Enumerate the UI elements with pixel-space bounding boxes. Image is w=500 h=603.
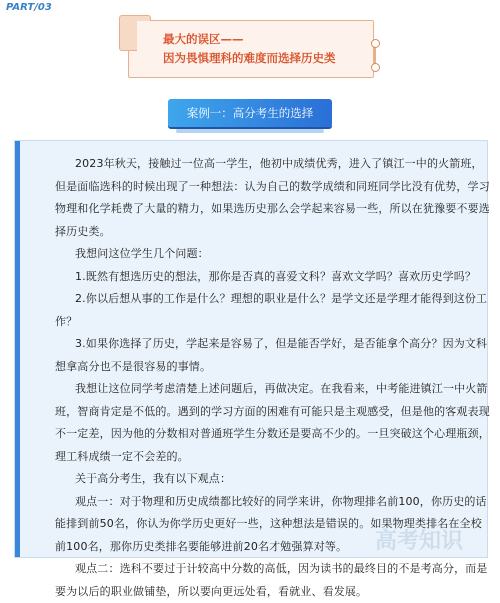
paragraph-view-2: 观点二：选科不要过于计较高中分数的高低，因为读书的最终目的不是考高分，而是要为以后的职业做铺垫，所以要向更远处看，看就业、看发展。 — [55, 562, 488, 598]
paragraph-question-3: 3.如果你选择了历史，学起来是容易了，但是能否学好，是否能拿个高分？因为文科想拿高分也不是很容易的事情。 — [55, 337, 488, 373]
title-card-inner — [137, 21, 373, 77]
watermark: 高考知识 — [374, 529, 463, 554]
case-label-text: 案例一：高分考生的选择 — [186, 106, 314, 120]
title-card-dot-bottom — [371, 63, 380, 72]
paragraph-advice: 我想让这位同学考虑清楚上述问题后，再做决定。在我看来，中考能进镇江一中火箭班，智商肯定是不低的。遇到的学习方面的困难有可能只是主观感受，但是他的客观表现不一定差，因为他的分数相对普通班学生分数还是要高不少的。一旦突破这个心理瓶颈，理工科成绩一定不会差的。 — [55, 382, 490, 463]
paragraph-view-1: 观点一：对于物理和历史成绩都比较好的同学来讲，你物理排名前100，你历史的话能排到前50名，你认为你学历史更好一些，这种想法是错误的。如果物理类排名在全校前100名，那你历史类排名要能够进前20名才勉强算对等。 — [55, 494, 487, 553]
title-card — [128, 20, 374, 78]
title-line-1: 最大的误区—— — [163, 32, 244, 46]
title-card-dot-top — [371, 39, 380, 48]
paragraph-question-1: 1.既然有想选历史的想法，那你是否真的喜爱文科？喜欢文学吗？喜欢历史学吗？ — [75, 269, 477, 283]
content-box — [14, 140, 490, 598]
case-label-shadow — [176, 129, 324, 133]
content-accent-bar — [15, 141, 20, 557]
case-label-button — [168, 99, 332, 127]
paragraph-intro: 2023年秋天，接触过一位高一学生，他初中成绩优秀，进入了镇江一中的火箭班，但是面临选科的时候出现了一种想法：认为自己的数学成绩和同班同学比没有优势，学习物理和化学耗费了大量的精力，如果选历史那么会学起来容易一些，所以在犹豫要不要选择历史类。 — [55, 157, 490, 238]
paragraph-views-intro: 关于高分考生，我有以下观点： — [75, 472, 232, 485]
paragraph-questions-intro: 我想问这位学生几个问题： — [75, 247, 209, 260]
paragraph-question-2: 2.你以后想从事的工作是什么？理想的职业是什么？是学文还是学理才能得到这份工作？ — [55, 292, 488, 328]
part-label: PART/03 — [6, 2, 52, 13]
title-line-2: 因为畏惧理科的难度而选择历史类 — [163, 51, 336, 65]
